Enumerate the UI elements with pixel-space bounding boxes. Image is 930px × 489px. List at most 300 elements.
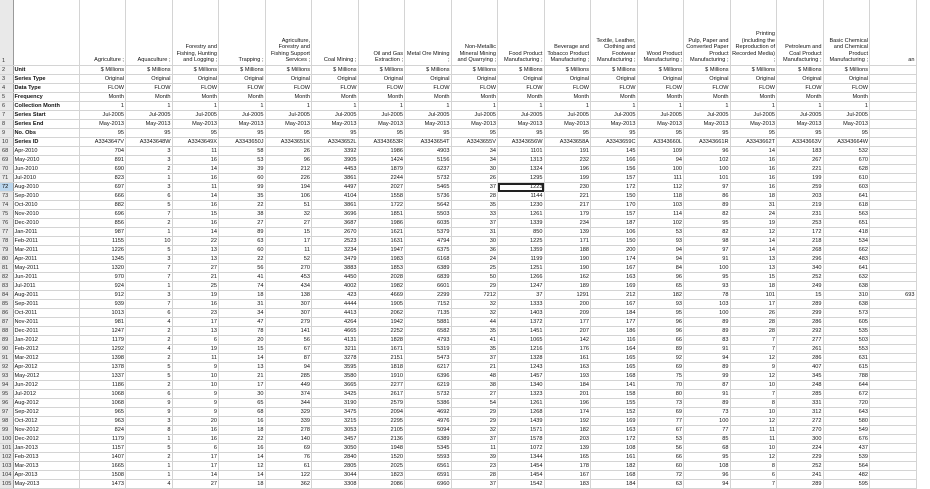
- value-cell[interactable]: [870, 309, 917, 318]
- metadata-cell[interactable]: Jul-2005: [777, 111, 824, 120]
- value-cell[interactable]: [870, 264, 917, 273]
- value-cell[interactable]: 53: [219, 156, 266, 165]
- row-header[interactable]: 104: [2, 472, 12, 478]
- value-cell[interactable]: 14: [730, 147, 777, 156]
- value-cell[interactable]: 595: [823, 480, 870, 489]
- value-cell[interactable]: 535: [823, 327, 870, 336]
- metadata-cell[interactable]: May-2013: [172, 120, 219, 129]
- metadata-cell[interactable]: A3343650J: [219, 138, 266, 147]
- row-header[interactable]: 88: [0, 327, 13, 336]
- value-cell[interactable]: 9: [730, 363, 777, 372]
- row-header[interactable]: 71: [0, 174, 13, 183]
- column-description[interactable]: Aquaculture ;: [126, 0, 173, 66]
- value-cell[interactable]: 697: [79, 183, 126, 192]
- value-cell[interactable]: 89: [684, 327, 731, 336]
- value-cell[interactable]: 272: [777, 417, 824, 426]
- value-cell[interactable]: 628: [823, 165, 870, 174]
- value-cell[interactable]: 2027: [358, 183, 405, 192]
- value-cell[interactable]: 179: [544, 210, 591, 219]
- value-cell[interactable]: 116: [591, 336, 638, 345]
- metadata-cell[interactable]: 95: [219, 129, 266, 138]
- value-cell[interactable]: 1: [126, 228, 173, 237]
- value-cell[interactable]: 27: [172, 264, 219, 273]
- value-cell[interactable]: [870, 192, 917, 201]
- value-cell[interactable]: 17: [172, 453, 219, 462]
- value-cell[interactable]: 53: [637, 228, 684, 237]
- metadata-cell[interactable]: A3343649X: [172, 138, 219, 147]
- value-cell[interactable]: 6168: [405, 255, 452, 264]
- value-cell[interactable]: 200: [591, 246, 638, 255]
- value-cell[interactable]: 10: [172, 381, 219, 390]
- value-cell[interactable]: 6601: [405, 282, 452, 291]
- value-cell[interactable]: 161: [544, 354, 591, 363]
- value-cell[interactable]: 89: [219, 228, 266, 237]
- value-cell[interactable]: 285: [265, 372, 312, 381]
- value-cell[interactable]: 141: [265, 327, 312, 336]
- value-cell[interactable]: 8: [730, 462, 777, 471]
- value-cell[interactable]: 788: [823, 372, 870, 381]
- metadata-cell[interactable]: 1: [219, 102, 266, 111]
- metadata-cell[interactable]: A3343663V: [777, 138, 824, 147]
- metadata-cell[interactable]: 1: [591, 102, 638, 111]
- value-cell[interactable]: 111: [637, 174, 684, 183]
- metadata-cell[interactable]: Month: [451, 93, 498, 102]
- value-cell[interactable]: 2252: [358, 327, 405, 336]
- value-cell[interactable]: 30: [451, 237, 498, 246]
- value-cell[interactable]: 13: [172, 327, 219, 336]
- row-header[interactable]: 10: [0, 138, 13, 147]
- value-cell[interactable]: 22: [219, 255, 266, 264]
- metadata-cell[interactable]: Month: [126, 93, 173, 102]
- value-cell[interactable]: 193: [544, 372, 591, 381]
- row-header[interactable]: 99: [0, 426, 13, 435]
- value-cell[interactable]: 3687: [312, 219, 359, 228]
- value-cell[interactable]: 987: [79, 228, 126, 237]
- metadata-cell[interactable]: Month: [777, 93, 824, 102]
- value-cell[interactable]: 91: [684, 255, 731, 264]
- value-cell[interactable]: 603: [823, 183, 870, 192]
- value-cell[interactable]: 261: [777, 345, 824, 354]
- metadata-cell[interactable]: Original: [219, 75, 266, 84]
- value-cell[interactable]: 6: [126, 390, 173, 399]
- value-cell[interactable]: 2028: [358, 273, 405, 282]
- row-header[interactable]: 68: [0, 147, 13, 156]
- value-cell[interactable]: 329: [265, 408, 312, 417]
- metadata-cell[interactable]: [870, 111, 917, 120]
- value-cell[interactable]: 1520: [358, 453, 405, 462]
- metadata-cell[interactable]: 1: [823, 102, 870, 111]
- value-cell[interactable]: 1155: [79, 237, 126, 246]
- value-cell[interactable]: 109: [637, 147, 684, 156]
- value-cell[interactable]: 37: [451, 219, 498, 228]
- value-cell[interactable]: 278: [265, 426, 312, 435]
- metadata-cell[interactable]: FLOW: [358, 84, 405, 93]
- value-cell[interactable]: 615: [823, 363, 870, 372]
- date-cell[interactable]: Aug-2010: [13, 183, 79, 192]
- value-cell[interactable]: 532: [823, 147, 870, 156]
- value-cell[interactable]: 37: [451, 183, 498, 192]
- value-cell[interactable]: 10: [730, 408, 777, 417]
- value-cell[interactable]: 11: [172, 183, 219, 192]
- value-cell[interactable]: 96: [637, 273, 684, 282]
- metadata-cell[interactable]: FLOW: [312, 84, 359, 93]
- value-cell[interactable]: 94: [637, 246, 684, 255]
- value-cell[interactable]: 824: [79, 426, 126, 435]
- value-cell[interactable]: 31: [219, 300, 266, 309]
- metadata-cell[interactable]: Month: [544, 93, 591, 102]
- value-cell[interactable]: 122: [265, 471, 312, 480]
- value-cell[interactable]: 16: [172, 426, 219, 435]
- metadata-cell[interactable]: Jul-2005: [637, 111, 684, 120]
- value-cell[interactable]: 3: [126, 147, 173, 156]
- value-cell[interactable]: 1473: [79, 480, 126, 489]
- row-header[interactable]: 82: [0, 273, 13, 282]
- value-cell[interactable]: 69: [637, 363, 684, 372]
- metadata-label[interactable]: Unit: [13, 66, 79, 75]
- corner-cell[interactable]: [13, 0, 79, 66]
- metadata-cell[interactable]: Original: [312, 75, 359, 84]
- date-cell[interactable]: Apr-2010: [13, 147, 79, 156]
- value-cell[interactable]: 1144: [498, 192, 545, 201]
- metadata-cell[interactable]: Original: [498, 75, 545, 84]
- value-cell[interactable]: 8: [730, 399, 777, 408]
- value-cell[interactable]: 423: [312, 291, 359, 300]
- value-cell[interactable]: 453: [265, 273, 312, 282]
- value-cell[interactable]: 69: [265, 444, 312, 453]
- value-cell[interactable]: 662: [823, 246, 870, 255]
- value-cell[interactable]: 676: [823, 435, 870, 444]
- metadata-cell[interactable]: 1: [126, 102, 173, 111]
- date-cell[interactable]: Dec-2010: [13, 219, 79, 228]
- value-cell[interactable]: 4264: [312, 318, 359, 327]
- value-cell[interactable]: 27: [451, 390, 498, 399]
- value-cell[interactable]: 35: [451, 327, 498, 336]
- value-cell[interactable]: 199: [777, 174, 824, 183]
- value-cell[interactable]: 1068: [79, 399, 126, 408]
- value-cell[interactable]: 1372: [498, 318, 545, 327]
- metadata-cell[interactable]: Jul-2005: [730, 111, 777, 120]
- value-cell[interactable]: 1621: [358, 228, 405, 237]
- value-cell[interactable]: 1439: [498, 417, 545, 426]
- value-cell[interactable]: 31: [451, 228, 498, 237]
- value-cell[interactable]: 138: [265, 291, 312, 300]
- metadata-cell[interactable]: Jul-2005: [312, 111, 359, 120]
- value-cell[interactable]: 17: [172, 318, 219, 327]
- value-cell[interactable]: 91: [684, 345, 731, 354]
- date-cell[interactable]: Dec-2011: [13, 327, 79, 336]
- value-cell[interactable]: 1407: [79, 453, 126, 462]
- value-cell[interactable]: 178: [544, 462, 591, 471]
- value-cell[interactable]: 186: [591, 327, 638, 336]
- value-cell[interactable]: [870, 453, 917, 462]
- metadata-cell[interactable]: Month: [219, 93, 266, 102]
- value-cell[interactable]: 277: [777, 336, 824, 345]
- value-cell[interactable]: 8: [126, 426, 173, 435]
- row-header[interactable]: 5: [0, 93, 13, 102]
- metadata-cell[interactable]: Month: [730, 93, 777, 102]
- value-cell[interactable]: 39: [219, 165, 266, 174]
- value-cell[interactable]: 118: [637, 192, 684, 201]
- value-cell[interactable]: 150: [591, 192, 638, 201]
- value-cell[interactable]: 1823: [358, 471, 405, 480]
- value-cell[interactable]: 3905: [312, 156, 359, 165]
- column-description[interactable]: Metal Ore Mining ;: [405, 0, 452, 66]
- value-cell[interactable]: 78: [219, 327, 266, 336]
- metadata-cell[interactable]: $ Millions: [358, 66, 405, 75]
- value-cell[interactable]: 3425: [312, 390, 359, 399]
- row-header[interactable]: 101: [2, 445, 12, 451]
- metadata-cell[interactable]: May-2013: [312, 120, 359, 129]
- value-cell[interactable]: 86: [684, 192, 731, 201]
- value-cell[interactable]: 9: [126, 408, 173, 417]
- value-cell[interactable]: [870, 255, 917, 264]
- value-cell[interactable]: 5593: [405, 453, 452, 462]
- value-cell[interactable]: 21: [172, 273, 219, 282]
- value-cell[interactable]: 50: [451, 273, 498, 282]
- metadata-cell[interactable]: $ Millions: [219, 66, 266, 75]
- value-cell[interactable]: 100: [684, 309, 731, 318]
- value-cell[interactable]: 61: [265, 462, 312, 471]
- value-cell[interactable]: 201: [544, 390, 591, 399]
- value-cell[interactable]: 69: [637, 408, 684, 417]
- date-cell[interactable]: Oct-2012: [13, 417, 79, 426]
- value-cell[interactable]: 690: [79, 165, 126, 174]
- value-cell[interactable]: 231: [777, 210, 824, 219]
- value-cell[interactable]: 95: [684, 219, 731, 228]
- value-cell[interactable]: 1292: [79, 345, 126, 354]
- value-cell[interactable]: 4: [126, 345, 173, 354]
- value-cell[interactable]: 7: [730, 480, 777, 489]
- metadata-cell[interactable]: A3343647V: [79, 138, 126, 147]
- value-cell[interactable]: 74: [219, 282, 266, 291]
- date-cell[interactable]: Aug-2011: [13, 291, 79, 300]
- value-cell[interactable]: 2295: [358, 417, 405, 426]
- value-cell[interactable]: 65: [637, 282, 684, 291]
- row-header[interactable]: 76: [0, 219, 13, 228]
- row-header[interactable]: 3: [0, 75, 13, 84]
- value-cell[interactable]: 2244: [358, 174, 405, 183]
- value-cell[interactable]: 3234: [312, 246, 359, 255]
- value-cell[interactable]: 6375: [405, 246, 452, 255]
- value-cell[interactable]: 95: [684, 453, 731, 462]
- metadata-cell[interactable]: $ Millions: [498, 66, 545, 75]
- value-cell[interactable]: 1451: [498, 327, 545, 336]
- value-cell[interactable]: [870, 327, 917, 336]
- value-cell[interactable]: 18: [219, 426, 266, 435]
- metadata-cell[interactable]: Month: [172, 93, 219, 102]
- value-cell[interactable]: 1230: [498, 201, 545, 210]
- value-cell[interactable]: 41: [219, 273, 266, 282]
- value-cell[interactable]: 192: [544, 417, 591, 426]
- value-cell[interactable]: 11: [265, 246, 312, 255]
- metadata-cell[interactable]: May-2013: [637, 120, 684, 129]
- row-header[interactable]: 94: [0, 381, 13, 390]
- value-cell[interactable]: 1671: [358, 345, 405, 354]
- value-cell[interactable]: 641: [823, 264, 870, 273]
- value-cell[interactable]: 1266: [498, 273, 545, 282]
- value-cell[interactable]: 14: [172, 228, 219, 237]
- row-header[interactable]: 74: [0, 201, 13, 210]
- value-cell[interactable]: 141: [591, 381, 638, 390]
- value-cell[interactable]: 2086: [358, 480, 405, 489]
- value-cell[interactable]: 4692: [405, 408, 452, 417]
- value-cell[interactable]: 184: [544, 381, 591, 390]
- value-cell[interactable]: 16: [730, 156, 777, 165]
- value-cell[interactable]: 2105: [358, 426, 405, 435]
- value-cell[interactable]: 17: [730, 300, 777, 309]
- value-cell[interactable]: 10: [730, 444, 777, 453]
- value-cell[interactable]: 95: [637, 309, 684, 318]
- value-cell[interactable]: 286: [777, 354, 824, 363]
- value-cell[interactable]: 1068: [79, 390, 126, 399]
- value-cell[interactable]: 77: [684, 426, 731, 435]
- value-cell[interactable]: 96: [637, 327, 684, 336]
- metadata-cell[interactable]: Month: [265, 93, 312, 102]
- value-cell[interactable]: 16: [172, 201, 219, 210]
- value-cell[interactable]: 1: [126, 462, 173, 471]
- value-cell[interactable]: 32: [451, 300, 498, 309]
- value-cell[interactable]: 856: [79, 219, 126, 228]
- metadata-cell[interactable]: Original: [544, 75, 591, 84]
- value-cell[interactable]: 108: [591, 444, 638, 453]
- value-cell[interactable]: 345: [777, 372, 824, 381]
- value-cell[interactable]: 7212: [451, 291, 498, 300]
- date-cell[interactable]: Apr-2012: [13, 363, 79, 372]
- value-cell[interactable]: 696: [79, 210, 126, 219]
- value-cell[interactable]: 161: [591, 453, 638, 462]
- value-cell[interactable]: 100: [684, 264, 731, 273]
- value-cell[interactable]: 2136: [358, 435, 405, 444]
- value-cell[interactable]: 4: [126, 318, 173, 327]
- value-cell[interactable]: 296: [777, 255, 824, 264]
- metadata-cell[interactable]: FLOW: [219, 84, 266, 93]
- value-cell[interactable]: 17: [172, 462, 219, 471]
- row-header[interactable]: 83: [0, 282, 13, 291]
- value-cell[interactable]: 60: [219, 174, 266, 183]
- metadata-cell[interactable]: A3343661R: [684, 138, 731, 147]
- value-cell[interactable]: 1983: [358, 255, 405, 264]
- value-cell[interactable]: 29: [451, 282, 498, 291]
- value-cell[interactable]: [870, 174, 917, 183]
- value-cell[interactable]: 66: [637, 336, 684, 345]
- value-cell[interactable]: [870, 237, 917, 246]
- value-cell[interactable]: 1631: [358, 237, 405, 246]
- value-cell[interactable]: 1: [126, 174, 173, 183]
- column-description[interactable]: an: [870, 0, 917, 66]
- value-cell[interactable]: 9: [126, 399, 173, 408]
- metadata-cell[interactable]: A3343658A: [544, 138, 591, 147]
- value-cell[interactable]: 28: [451, 471, 498, 480]
- value-cell[interactable]: 307: [265, 300, 312, 309]
- value-cell[interactable]: 1: [126, 282, 173, 291]
- value-cell[interactable]: 26: [451, 174, 498, 183]
- value-cell[interactable]: 6: [126, 192, 173, 201]
- row-header[interactable]: 87: [0, 318, 13, 327]
- value-cell[interactable]: [870, 147, 917, 156]
- value-cell[interactable]: 2: [126, 453, 173, 462]
- metadata-cell[interactable]: FLOW: [730, 84, 777, 93]
- value-cell[interactable]: 3190: [312, 399, 359, 408]
- column-description[interactable]: Agriculture, Forestry and Fishing Support Services ;: [265, 0, 312, 66]
- value-cell[interactable]: [870, 426, 917, 435]
- value-cell[interactable]: 22: [219, 201, 266, 210]
- metadata-cell[interactable]: 95: [498, 129, 545, 138]
- value-cell[interactable]: 981: [79, 318, 126, 327]
- value-cell[interactable]: 168: [591, 372, 638, 381]
- value-cell[interactable]: 2805: [312, 462, 359, 471]
- value-cell[interactable]: 7: [126, 300, 173, 309]
- value-cell[interactable]: 29: [451, 408, 498, 417]
- value-cell[interactable]: 16: [172, 300, 219, 309]
- value-cell[interactable]: 167: [591, 264, 638, 273]
- value-cell[interactable]: 270: [777, 426, 824, 435]
- column-description[interactable]: Non-Metallic Mineral Mining and Quarrying ;: [451, 0, 498, 66]
- value-cell[interactable]: 77: [637, 417, 684, 426]
- value-cell[interactable]: 823: [79, 174, 126, 183]
- value-cell[interactable]: 5319: [405, 345, 452, 354]
- value-cell[interactable]: 103: [637, 201, 684, 210]
- metadata-cell[interactable]: A3343648W: [126, 138, 173, 147]
- metadata-cell[interactable]: 95: [684, 129, 731, 138]
- date-cell[interactable]: Mar-2012: [13, 354, 79, 363]
- value-cell[interactable]: 34: [451, 147, 498, 156]
- value-cell[interactable]: 2151: [358, 354, 405, 363]
- value-cell[interactable]: 1578: [498, 435, 545, 444]
- row-header[interactable]: 98: [0, 417, 13, 426]
- value-cell[interactable]: [870, 480, 917, 489]
- value-cell[interactable]: 219: [777, 201, 824, 210]
- value-cell[interactable]: 35: [451, 345, 498, 354]
- value-cell[interactable]: 5: [126, 363, 173, 372]
- value-cell[interactable]: 83: [684, 336, 731, 345]
- value-cell[interactable]: 4450: [312, 273, 359, 282]
- metadata-cell[interactable]: Month: [591, 93, 638, 102]
- value-cell[interactable]: 67: [265, 345, 312, 354]
- value-cell[interactable]: 3392: [312, 147, 359, 156]
- row-header[interactable]: 86: [0, 309, 13, 318]
- value-cell[interactable]: 89: [637, 345, 684, 354]
- value-cell[interactable]: 18: [730, 282, 777, 291]
- value-cell[interactable]: 6591: [405, 471, 452, 480]
- value-cell[interactable]: 4903: [405, 147, 452, 156]
- metadata-cell[interactable]: $ Millions: [265, 66, 312, 75]
- metadata-cell[interactable]: Original: [126, 75, 173, 84]
- metadata-cell[interactable]: FLOW: [265, 84, 312, 93]
- value-cell[interactable]: 19: [730, 219, 777, 228]
- value-cell[interactable]: 2670: [312, 228, 359, 237]
- row-header[interactable]: 85: [0, 300, 13, 309]
- value-cell[interactable]: [870, 300, 917, 309]
- value-cell[interactable]: 60: [219, 246, 266, 255]
- value-cell[interactable]: 30: [451, 165, 498, 174]
- value-cell[interactable]: 114: [637, 210, 684, 219]
- value-cell[interactable]: 1320: [79, 264, 126, 273]
- value-cell[interactable]: 3211: [312, 345, 359, 354]
- metadata-cell[interactable]: Jul-2005: [126, 111, 173, 120]
- value-cell[interactable]: 16: [730, 165, 777, 174]
- value-cell[interactable]: 641: [823, 192, 870, 201]
- metadata-cell[interactable]: FLOW: [172, 84, 219, 93]
- value-cell[interactable]: 4444: [312, 300, 359, 309]
- value-cell[interactable]: 503: [823, 336, 870, 345]
- metadata-cell[interactable]: Month: [405, 93, 452, 102]
- value-cell[interactable]: 970: [79, 273, 126, 282]
- value-cell[interactable]: 259: [777, 183, 824, 192]
- date-cell[interactable]: Jun-2010: [13, 165, 79, 174]
- value-cell[interactable]: 97: [684, 183, 731, 192]
- value-cell[interactable]: 68: [219, 408, 266, 417]
- value-cell[interactable]: 1261: [498, 399, 545, 408]
